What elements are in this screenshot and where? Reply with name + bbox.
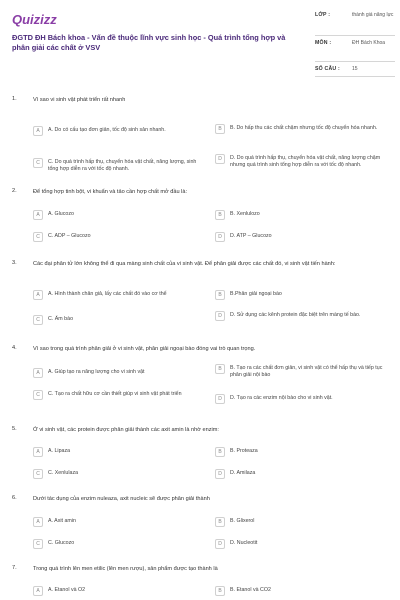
option-letter-box: B: [215, 586, 225, 596]
option-b[interactable]: [215, 124, 385, 146]
question-text: Ở vi sinh vật, các protein được phân giải thành các axit amin là nhờ enzim:: [33, 427, 219, 433]
option-text: C. Ẩm bào: [48, 316, 74, 322]
question-number: 3.: [12, 260, 17, 266]
question-number: 6.: [12, 495, 17, 501]
meta-divider: [315, 35, 395, 36]
option-text: C. ADP – Glucozo: [48, 233, 91, 239]
option-text: B. Xenlulozo: [230, 211, 260, 217]
option-text: A. Hình thành chân giả, lấy các chất đó vào cơ thể: [48, 291, 167, 297]
question-number: 4.: [12, 345, 17, 351]
option-letter-box: D: [215, 394, 225, 404]
question-text: Dưới tác dụng của enzim nuleaza, axit nucleic sẽ được phân giải thành: [33, 496, 210, 502]
option-letter-box: A: [33, 210, 43, 220]
option-a[interactable]: [33, 447, 203, 463]
option-text: D. ATP – Glucozo: [230, 233, 272, 239]
option-d[interactable]: [215, 232, 385, 248]
question-text: Để tổng hợp tinh bột, vi khuẩn và tảo cần hợp chất mở đầu là:: [33, 189, 188, 195]
option-text: B. Glixerol: [230, 518, 255, 524]
option-c[interactable]: [33, 158, 203, 180]
option-letter-box: D: [215, 232, 225, 242]
option-letter-box: B: [215, 364, 225, 374]
option-letter-box: C: [33, 469, 43, 479]
option-letter-box: C: [33, 390, 43, 400]
meta-divider: [315, 61, 395, 62]
question-number: 1.: [12, 96, 17, 102]
option-letter-box: B: [215, 447, 225, 457]
option-letter-box: C: [33, 539, 43, 549]
option-text: A. Giúp tạo ra năng lượng cho vi sinh vật: [48, 369, 145, 375]
option-a[interactable]: [33, 368, 203, 384]
meta-class-key: LỚP :: [315, 12, 331, 18]
meta-subject-key: MÔN :: [315, 40, 332, 46]
worksheet-title: ĐGTD ĐH Bách khoa - Vấn đề thuộc lĩnh vực sinh học - Quá trình tổng hợp và phân giải các chất ở VSV: [12, 33, 286, 52]
meta-class-value: thành giá năng lực: [352, 12, 394, 18]
option-letter-box: A: [33, 447, 43, 457]
option-letter-box: A: [33, 126, 43, 136]
question-text: Vì sao trong quá trình phân giải ở vi sinh vật, phân giải ngoại bào đóng vai trò quan trọng.: [33, 346, 256, 352]
option-letter-box: A: [33, 290, 43, 300]
option-letter-box: B: [215, 517, 225, 527]
worksheet-header: [0, 0, 400, 85]
option-b[interactable]: [215, 586, 385, 600]
option-b[interactable]: [215, 210, 385, 226]
option-a[interactable]: [33, 517, 203, 533]
option-c[interactable]: [33, 539, 203, 555]
meta-count-value: 15: [352, 66, 358, 72]
option-text: C. Do quá trình hấp thụ, chuyển hóa vật chất, năng lượng, sinh tổng hợp diễn ra với tốc độ nhanh.: [48, 159, 197, 172]
option-letter-box: A: [33, 368, 43, 378]
option-b[interactable]: [215, 517, 385, 533]
quizizz-logo: [12, 9, 64, 29]
option-text: D. Nucleotit: [230, 540, 258, 546]
option-c[interactable]: [33, 315, 203, 331]
question-text: Trong quá trình lên men etilic (lên men rượu), sản phẩm được tạo thành là: [33, 566, 218, 572]
option-a[interactable]: [33, 290, 203, 306]
option-letter-box: C: [33, 232, 43, 242]
logo-text: Quizizz: [12, 12, 57, 27]
meta-subject-value: ĐH Bách Khoa: [352, 40, 386, 46]
option-text: D. Tạo ra các enzim nội bào cho vi sinh vật.: [230, 395, 333, 401]
option-b[interactable]: [215, 447, 385, 463]
option-c[interactable]: [33, 232, 203, 248]
option-text: C. Xenlulaza: [48, 470, 79, 476]
option-b[interactable]: [215, 290, 385, 306]
option-a[interactable]: [33, 210, 203, 226]
option-letter-box: D: [215, 154, 225, 164]
option-text: B.Phân giải ngoại bào: [230, 291, 282, 297]
option-c[interactable]: [33, 390, 203, 412]
option-letter-box: C: [33, 158, 43, 168]
question-number: 7.: [12, 565, 17, 571]
option-a[interactable]: [33, 126, 203, 148]
option-letter-box: C: [33, 315, 43, 325]
option-letter-box: D: [215, 311, 225, 321]
option-d[interactable]: [215, 469, 385, 485]
option-d[interactable]: [215, 394, 385, 410]
quizizz-logo-icon: [12, 9, 64, 29]
option-text: C. Glucozo: [48, 540, 75, 546]
option-b[interactable]: [215, 364, 385, 386]
option-text: A. Glucozo: [48, 211, 74, 217]
option-d[interactable]: [215, 154, 385, 176]
option-text: D. Amilaza: [230, 470, 256, 476]
option-letter-box: B: [215, 124, 225, 134]
option-text: A. Do có cấu tạo đơn giản, tốc độ sinh sản nhanh.: [48, 127, 166, 133]
question-number: 2.: [12, 188, 17, 194]
option-letter-box: A: [33, 586, 43, 596]
option-letter-box: B: [215, 210, 225, 220]
meta-count-key: SỐ CÂU :: [315, 66, 340, 72]
option-letter-box: D: [215, 539, 225, 549]
question-text: Vì sao vi sinh vật phát triển rất nhanh: [33, 97, 126, 103]
option-text: A. Lipaza: [48, 448, 71, 454]
option-text: B. Etanol và CO2: [230, 587, 271, 593]
option-c[interactable]: [33, 469, 203, 485]
option-text: A. Etanol và O2: [48, 587, 86, 593]
option-text: C. Tạo ra chất hữu cơ cần thiết giúp vi sinh vật phát triển: [48, 391, 182, 397]
question-number: 5.: [12, 426, 17, 432]
meta-divider: [315, 76, 395, 77]
option-d[interactable]: [215, 539, 385, 555]
option-letter-box: B: [215, 290, 225, 300]
option-letter-box: A: [33, 517, 43, 527]
option-text: A. Axit amin: [48, 518, 76, 524]
option-a[interactable]: [33, 586, 203, 600]
option-d[interactable]: [215, 311, 385, 333]
option-text: B. Proteaza: [230, 448, 258, 454]
option-text: B. Do hấp thu các chất chậm nhưng tốc độ chuyển hóa nhanh.: [230, 125, 378, 131]
option-text: B. Tạo ra các chất đơn giản, vi sinh vật có thể hấp thụ và tiếp tục phân giải nội bào: [230, 365, 383, 378]
option-letter-box: D: [215, 469, 225, 479]
option-text: D. Sử dụng các kênh protein đặc biệt trên màng tế bào.: [230, 312, 361, 318]
option-text: D. Do quá trình hấp thụ, chuyển hóa vật chất, năng lượng chậm nhưng quá trình sinh tổng hợp diễn ra với tốc độ nhanh.: [230, 155, 381, 168]
question-text: Các đại phân tử lớn không thể đi qua màng sinh chất của vi sinh vật. Để phân giải được các chất đó, vi sinh vật tiến hành:: [33, 261, 336, 267]
